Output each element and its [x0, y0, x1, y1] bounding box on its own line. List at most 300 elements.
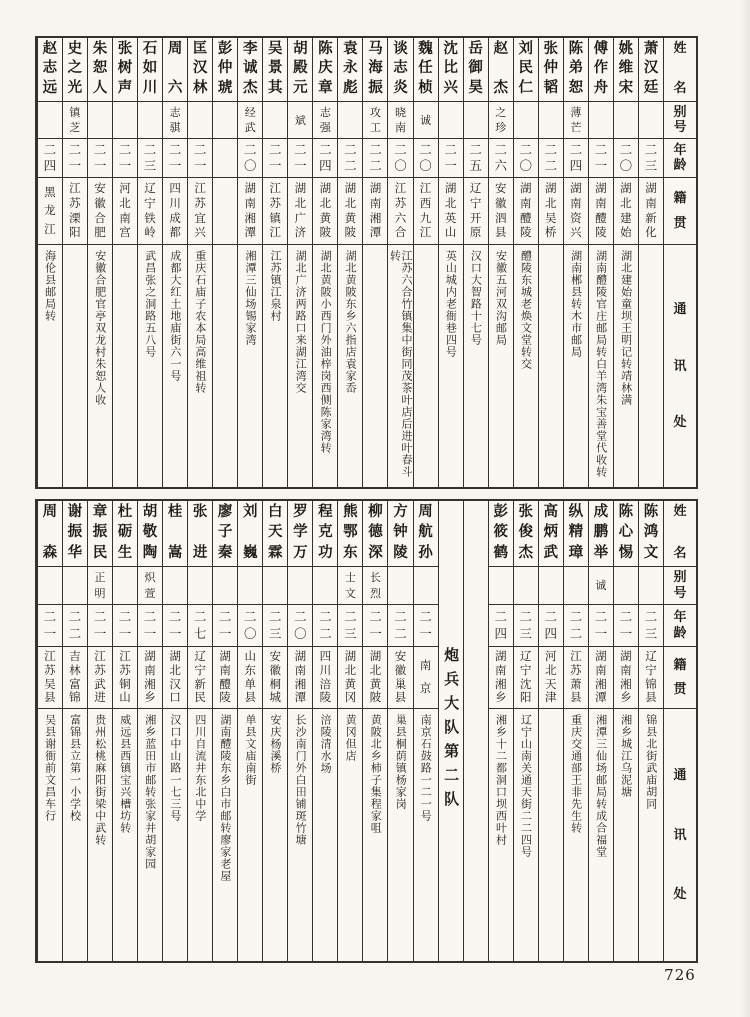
- alias-cell: [639, 567, 663, 605]
- place-cell: 湖 北 黄 陂: [363, 647, 387, 709]
- alias-cell: 之 珍: [489, 102, 513, 139]
- person-column: [212, 501, 237, 961]
- header-cell: 年 龄: [664, 139, 696, 178]
- address-cell: 重庆石庙子农本局高维祖转: [193, 250, 207, 394]
- age-cell: 二 四: [313, 139, 337, 178]
- address-cell: 湖南醴陵东乡白市邮转廖家老屋: [218, 714, 232, 882]
- name-cell: 桂 嵩: [163, 501, 187, 567]
- person-column: [387, 38, 412, 487]
- alias-cell: [163, 567, 187, 605]
- person-column: [638, 38, 663, 487]
- age-cell: 二 三: [639, 605, 663, 647]
- address-cell: 湖南郴县转木市邮局: [569, 250, 583, 358]
- person-column: [162, 38, 187, 487]
- alias-cell: [113, 102, 137, 139]
- header-cell: 姓 名: [664, 38, 696, 102]
- person-column: [563, 501, 588, 961]
- person-column: [112, 38, 137, 487]
- age-cell: 二 一: [163, 605, 187, 647]
- address-cell: 湖北建始童坝王明记转靖林满: [619, 250, 633, 406]
- group-separator-column: [463, 501, 488, 961]
- address-cell: 贵州松桃麻阳街梁中武转: [93, 714, 107, 846]
- alias-cell: [539, 102, 563, 139]
- place-cell: 湖 南 醴 陵: [514, 178, 538, 245]
- alias-cell: 经 武: [238, 102, 262, 139]
- age-cell: 二 一: [63, 139, 87, 178]
- address-cell: 江苏六合竹镇集中街同茂茶叶店后进叶春斗转: [388, 250, 413, 478]
- address-cell: 湘乡十二都洞口坝西叶村: [494, 714, 508, 846]
- place-cell: 湖 南 湘 潭: [288, 647, 312, 709]
- age-cell: 二 三: [338, 605, 362, 647]
- age-cell: 二 一: [439, 139, 463, 178]
- alias-cell: 长 烈: [363, 567, 387, 605]
- alias-cell: 攻 工: [363, 102, 387, 139]
- alias-cell: [88, 102, 112, 139]
- address-cell: 安庆杨溪桥: [269, 714, 283, 774]
- alias-cell: [338, 102, 362, 139]
- address-cell: 安徽五河双沟邮局: [494, 250, 508, 346]
- place-cell: 湖 北 英 山: [439, 178, 463, 245]
- age-cell: 二 一: [113, 605, 137, 647]
- place-cell: 湖 南 湘 乡: [614, 647, 638, 709]
- age-cell: 二 四: [539, 605, 563, 647]
- age-cell: 二 〇: [614, 139, 638, 178]
- person-column: [87, 38, 112, 487]
- alias-cell: [38, 567, 62, 605]
- age-cell: 二 一: [88, 605, 112, 647]
- place-cell: 四 川 成 都: [163, 178, 187, 245]
- age-cell: 二 一: [589, 605, 613, 647]
- person-column: [237, 501, 262, 961]
- person-column: [262, 501, 287, 961]
- address-cell: 单县文庙南街: [243, 714, 257, 786]
- person-column: [212, 38, 237, 487]
- age-cell: 二 一: [614, 605, 638, 647]
- column-headers: [663, 38, 696, 487]
- person-column: [37, 38, 62, 487]
- address-cell: [213, 245, 237, 487]
- person-column: [588, 38, 613, 487]
- age-cell: 二 一: [414, 605, 438, 647]
- age-cell: 二 〇: [238, 605, 262, 647]
- name-cell: 史 之 光: [63, 38, 87, 102]
- place-cell: 辽 宁 锦 县: [639, 647, 663, 709]
- age-cell: 二 三: [514, 605, 538, 647]
- place-cell: 南 京: [414, 647, 438, 709]
- roster-table-top: [35, 36, 698, 489]
- person-column: [488, 501, 513, 961]
- person-column: [488, 38, 513, 487]
- age-cell: 二 三: [263, 605, 287, 647]
- alias-cell: [188, 102, 212, 139]
- place-cell: 江 苏 六 合: [388, 178, 412, 245]
- place-cell: 辽 宁 新 民: [188, 647, 212, 709]
- age-cell: 二 一: [113, 139, 137, 178]
- name-cell: 赵 杰: [489, 38, 513, 102]
- person-column: [538, 501, 563, 961]
- age-cell: 二 一: [163, 139, 187, 178]
- age-cell: 二 一: [188, 139, 212, 178]
- person-column: [262, 38, 287, 487]
- age-cell: 二 六: [489, 139, 513, 178]
- address-cell: 辽宁山南关通天街二二四号: [519, 714, 533, 858]
- name-cell: 匡 汉 林: [188, 38, 212, 102]
- unit-title-column: [438, 501, 463, 961]
- name-cell: 章 振 民: [88, 501, 112, 567]
- name-cell: 胡 殿 元: [288, 38, 312, 102]
- address-cell: 江苏镇江泉村: [269, 250, 283, 322]
- place-cell: 四 川 涪 陵: [313, 647, 337, 709]
- address-cell: 湘乡蓝田市邮转张家井胡家园: [143, 714, 157, 870]
- person-column: [137, 38, 162, 487]
- name-cell: 马 海 振: [363, 38, 387, 102]
- place-cell: 湖 南 醴 陵: [589, 178, 613, 245]
- alias-cell: [589, 102, 613, 139]
- age-cell: 二 四: [564, 139, 588, 178]
- alias-cell: [639, 102, 663, 139]
- address-cell: 湖北广济两路口来湖江湾交: [294, 250, 308, 394]
- age-cell: 二 〇: [414, 139, 438, 178]
- place-cell: [213, 178, 237, 245]
- age-cell: 二 二: [539, 139, 563, 178]
- name-cell: 成 鹏 举: [589, 501, 613, 567]
- place-cell: 湖 北 汉 口: [163, 647, 187, 709]
- name-cell: 陈 心 惕: [614, 501, 638, 567]
- place-cell: 江 苏 武 进: [88, 647, 112, 709]
- place-cell: 安 徽 合 肥: [88, 178, 112, 245]
- alias-cell: [288, 567, 312, 605]
- address-cell: 湖南醴陵官庄邮局转白羊湾朱宝善堂代收转: [594, 250, 608, 478]
- alias-cell: [213, 567, 237, 605]
- age-cell: 二 一: [263, 139, 287, 178]
- address-cell: 湘潭三仙场锡家湾: [243, 250, 257, 346]
- place-cell: 湖 北 黄 陂: [338, 178, 362, 245]
- address-cell: 长沙南门外白田铺斑竹塘: [294, 714, 308, 846]
- alias-cell: [489, 567, 513, 605]
- place-cell: 江 苏 吴 县: [38, 647, 62, 709]
- alias-cell: [414, 567, 438, 605]
- place-cell: 江 苏 宜 兴: [188, 178, 212, 245]
- name-cell: 廖 子 秦: [213, 501, 237, 567]
- alias-cell: 士 文: [338, 567, 362, 605]
- person-column: [588, 501, 613, 961]
- alias-cell: [614, 567, 638, 605]
- alias-cell: [138, 102, 162, 139]
- alias-cell: 正 明: [88, 567, 112, 605]
- place-cell: 湖 南 湘 乡: [489, 647, 513, 709]
- name-cell: 张 仲 韬: [539, 38, 563, 102]
- place-cell: 安 徽 桐 城: [263, 647, 287, 709]
- place-cell: 湖 南 新 化: [639, 178, 663, 245]
- place-cell: 湖 北 广 济: [288, 178, 312, 245]
- age-cell: 二 一: [138, 605, 162, 647]
- alias-cell: 志 强: [313, 102, 337, 139]
- age-cell: 二 一: [589, 139, 613, 178]
- address-cell: 威远县西镇宝兴槽坊转: [118, 714, 132, 834]
- alias-cell: [564, 567, 588, 605]
- address-cell: 巢县桐荫镇杨家岗: [394, 714, 408, 810]
- age-cell: 二 〇: [288, 605, 312, 647]
- age-cell: 二 一: [288, 139, 312, 178]
- alias-cell: [38, 102, 62, 139]
- page-number: 726: [664, 966, 696, 984]
- header-cell: 籍 贯: [664, 647, 696, 709]
- name-cell: 张 俊 杰: [514, 501, 538, 567]
- address-cell: [639, 245, 663, 487]
- address-cell: 成都大红土地庙街六一号: [168, 250, 182, 382]
- address-cell: 汉口中山路一七三号: [168, 714, 182, 822]
- age-cell: 二 二: [313, 605, 337, 647]
- address-cell: [363, 245, 387, 487]
- person-column: [563, 38, 588, 487]
- name-cell: 袁 永 彪: [338, 38, 362, 102]
- name-cell: 沈 比 兴: [439, 38, 463, 102]
- place-cell: 辽 宁 铁 岭: [138, 178, 162, 245]
- unit-title: 炮兵大队第二队: [442, 647, 461, 815]
- person-column: [62, 38, 87, 487]
- name-cell: 程 克 功: [313, 501, 337, 567]
- address-cell: 吴县谢衙前文昌车行: [43, 714, 57, 822]
- name-cell: 张 进: [188, 501, 212, 567]
- header-cell: 通 讯 处: [673, 768, 687, 902]
- place-cell: 江 苏 萧 县: [564, 647, 588, 709]
- header-cell: 姓 名: [664, 501, 696, 567]
- place-cell: 江 苏 铜 山: [113, 647, 137, 709]
- address-cell: [539, 709, 563, 961]
- name-cell: 高 炳 武: [539, 501, 563, 567]
- name-cell: 谢 振 华: [63, 501, 87, 567]
- age-cell: 二 〇: [388, 139, 412, 178]
- name-cell: 魏 任 桢: [414, 38, 438, 102]
- person-column: [362, 501, 387, 961]
- person-column: [287, 38, 312, 487]
- alias-cell: [514, 102, 538, 139]
- person-column: [413, 501, 438, 961]
- alias-cell: 薄 芒: [564, 102, 588, 139]
- address-cell: [539, 245, 563, 487]
- alias-cell: 诚: [414, 102, 438, 139]
- alias-cell: 斌: [288, 102, 312, 139]
- person-column: [513, 501, 538, 961]
- age-cell: 二 二: [338, 139, 362, 178]
- alias-cell: [188, 567, 212, 605]
- alias-cell: [263, 567, 287, 605]
- name-cell: 纵 精 璋: [564, 501, 588, 567]
- header-cell: 籍 贯: [664, 178, 696, 245]
- name-cell: 罗 学 万: [288, 501, 312, 567]
- person-column: [337, 38, 362, 487]
- age-cell: 二 四: [489, 605, 513, 647]
- place-cell: 湖 北 黄 陂: [313, 178, 337, 245]
- person-column: [187, 38, 212, 487]
- name-cell: 周 航 孙: [414, 501, 438, 567]
- place-cell: 湖 南 湘 潭: [589, 647, 613, 709]
- address-cell: 湘乡城江乌泥塘: [619, 714, 633, 798]
- name-cell: 姚 维 宋: [614, 38, 638, 102]
- name-cell: 柳 德 深: [363, 501, 387, 567]
- address-cell: 黄冈但店: [344, 714, 358, 762]
- address-cell: 湖北黄陂东乡六指店袁家岙: [344, 250, 358, 394]
- place-cell: 湖 北 吴 桥: [539, 178, 563, 245]
- place-cell: 安 徽 巢 县: [388, 647, 412, 709]
- name-cell: 李 诚 杰: [238, 38, 262, 102]
- header-cell: 别 号: [664, 567, 696, 605]
- place-cell: 江 苏 溧 阳: [63, 178, 87, 245]
- address-cell: [113, 245, 137, 487]
- address-cell: 南京石鼓路一二一号: [419, 714, 433, 822]
- person-column: [37, 501, 62, 961]
- place-cell: 湖 南 湘 潭: [363, 178, 387, 245]
- address-cell: 武昌张之洞路五八号: [143, 250, 157, 358]
- alias-cell: [388, 567, 412, 605]
- place-cell: 湖 北 建 始: [614, 178, 638, 245]
- age-cell: 二 一: [213, 605, 237, 647]
- name-cell: 熊 鄂 东: [338, 501, 362, 567]
- alias-cell: [614, 102, 638, 139]
- name-cell: 杜 砺 生: [113, 501, 137, 567]
- person-column: [112, 501, 137, 961]
- place-cell: 河 北 南 宫: [113, 178, 137, 245]
- address-cell: 黄陂北乡柿子集程家咀: [369, 714, 383, 834]
- age-cell: 二 〇: [514, 139, 538, 178]
- address-cell: 海伦县邮局转: [43, 250, 57, 322]
- column-headers: [663, 501, 696, 961]
- address-cell: 锦县北街武庙胡同: [644, 714, 658, 810]
- age-cell: 二 七: [188, 605, 212, 647]
- age-cell: 二 五: [464, 139, 488, 178]
- name-cell: 彭 筱 鹤: [489, 501, 513, 567]
- age-cell: 二 三: [639, 139, 663, 178]
- name-cell: 刘 巍: [238, 501, 262, 567]
- name-cell: 周 六: [163, 38, 187, 102]
- person-column: [312, 38, 337, 487]
- age-cell: 二 三: [138, 139, 162, 178]
- alias-cell: 炽 萱: [138, 567, 162, 605]
- header-cell: 通 讯 处: [673, 301, 687, 431]
- person-column: [438, 38, 463, 487]
- age-cell: 二 二: [63, 605, 87, 647]
- address-cell: 安徽合肥官亭双龙村朱恕人收: [93, 250, 107, 406]
- place-cell: 湖 南 湘 乡: [138, 647, 162, 709]
- person-column: [413, 38, 438, 487]
- address-cell: [414, 245, 438, 487]
- alias-cell: [313, 567, 337, 605]
- person-column: [62, 501, 87, 961]
- alias-cell: 晓 南: [388, 102, 412, 139]
- person-column: [337, 501, 362, 961]
- address-cell: 重庆交通部王非先生转: [569, 714, 583, 834]
- name-cell: 张 树 声: [113, 38, 137, 102]
- place-cell: 安 徽 泗 县: [489, 178, 513, 245]
- name-cell: 岳 御 昊: [464, 38, 488, 102]
- alias-cell: [63, 567, 87, 605]
- place-cell: 江 苏 镇 江: [263, 178, 287, 245]
- alias-cell: [238, 567, 262, 605]
- name-cell: 吴 景 其: [263, 38, 287, 102]
- name-cell: 朱 恕 人: [88, 38, 112, 102]
- name-cell: 傅 作 舟: [589, 38, 613, 102]
- address-cell: 富锦县立第一小学校: [68, 714, 82, 822]
- address-cell: [63, 245, 87, 487]
- person-column: [463, 38, 488, 487]
- person-column: [137, 501, 162, 961]
- person-column: [87, 501, 112, 961]
- place-cell: 江 西 九 江: [414, 178, 438, 245]
- alias-cell: [213, 102, 237, 139]
- name-cell: 陈 鸿 文: [639, 501, 663, 567]
- alias-cell: [439, 102, 463, 139]
- person-column: [187, 501, 212, 961]
- name-cell: 方 钟 陵: [388, 501, 412, 567]
- age-cell: 二 二: [564, 605, 588, 647]
- age-cell: 二 一: [363, 605, 387, 647]
- name-cell: 陈 庆 章: [313, 38, 337, 102]
- person-column: [613, 38, 638, 487]
- name-cell: 彭 仲 琥: [213, 38, 237, 102]
- person-column: [638, 501, 663, 961]
- name-cell: 谈 志 炎: [388, 38, 412, 102]
- alias-cell: 志 骐: [163, 102, 187, 139]
- address-cell: 涪陵清水场: [319, 714, 333, 774]
- name-cell: 萧 汉 廷: [639, 38, 663, 102]
- alias-cell: [464, 102, 488, 139]
- place-cell: 辽 宁 沈 阳: [514, 647, 538, 709]
- address-cell: 四川自流井东北中学: [193, 714, 207, 822]
- person-column: [237, 38, 262, 487]
- age-cell: 二 〇: [238, 139, 262, 178]
- alias-cell: [539, 567, 563, 605]
- name-cell: 石 如 川: [138, 38, 162, 102]
- alias-cell: 诚: [589, 567, 613, 605]
- address-cell: 湖北黄陂小西门外油梓岗西侧陈家湾转: [319, 250, 333, 454]
- age-cell: 二 一: [88, 139, 112, 178]
- alias-cell: [514, 567, 538, 605]
- name-cell: 刘 民 仁: [514, 38, 538, 102]
- person-column: [362, 38, 387, 487]
- address-cell: 英山城内老衙巷四号: [444, 250, 458, 358]
- name-cell: 白 天 霖: [263, 501, 287, 567]
- age-cell: [213, 139, 237, 178]
- roster-table-bottom: [35, 499, 698, 963]
- place-cell: 湖 南 湘 潭: [238, 178, 262, 245]
- place-cell: 河 北 天 津: [539, 647, 563, 709]
- person-column: [613, 501, 638, 961]
- place-cell: 辽 宁 开 原: [464, 178, 488, 245]
- place-cell: 湖 南 资 兴: [564, 178, 588, 245]
- person-column: [513, 38, 538, 487]
- alias-cell: 镇 芝: [63, 102, 87, 139]
- person-column: [312, 501, 337, 961]
- header-cell: 别 号: [664, 102, 696, 139]
- scan-edge-shadow: [740, 0, 750, 1017]
- age-cell: 二 一: [38, 605, 62, 647]
- age-cell: 二 二: [388, 605, 412, 647]
- address-cell: 湘潭三仙场邮局转成合福堂: [594, 714, 608, 858]
- name-cell: 赵 志 远: [38, 38, 62, 102]
- place-cell: 黑 龙 江: [38, 178, 62, 245]
- name-cell: 胡 敬 陶: [138, 501, 162, 567]
- header-cell: 年 龄: [664, 605, 696, 647]
- place-cell: 吉 林 富 锦: [63, 647, 87, 709]
- place-cell: 山 东 单 县: [238, 647, 262, 709]
- person-column: [387, 501, 412, 961]
- address-cell: 汉口大智路十七号: [469, 250, 483, 346]
- place-cell: 湖 南 醴 陵: [213, 647, 237, 709]
- address-cell: 醴陵东城老焕文堂转交: [519, 250, 533, 370]
- person-column: [162, 501, 187, 961]
- name-cell: 周 森: [38, 501, 62, 567]
- alias-cell: [263, 102, 287, 139]
